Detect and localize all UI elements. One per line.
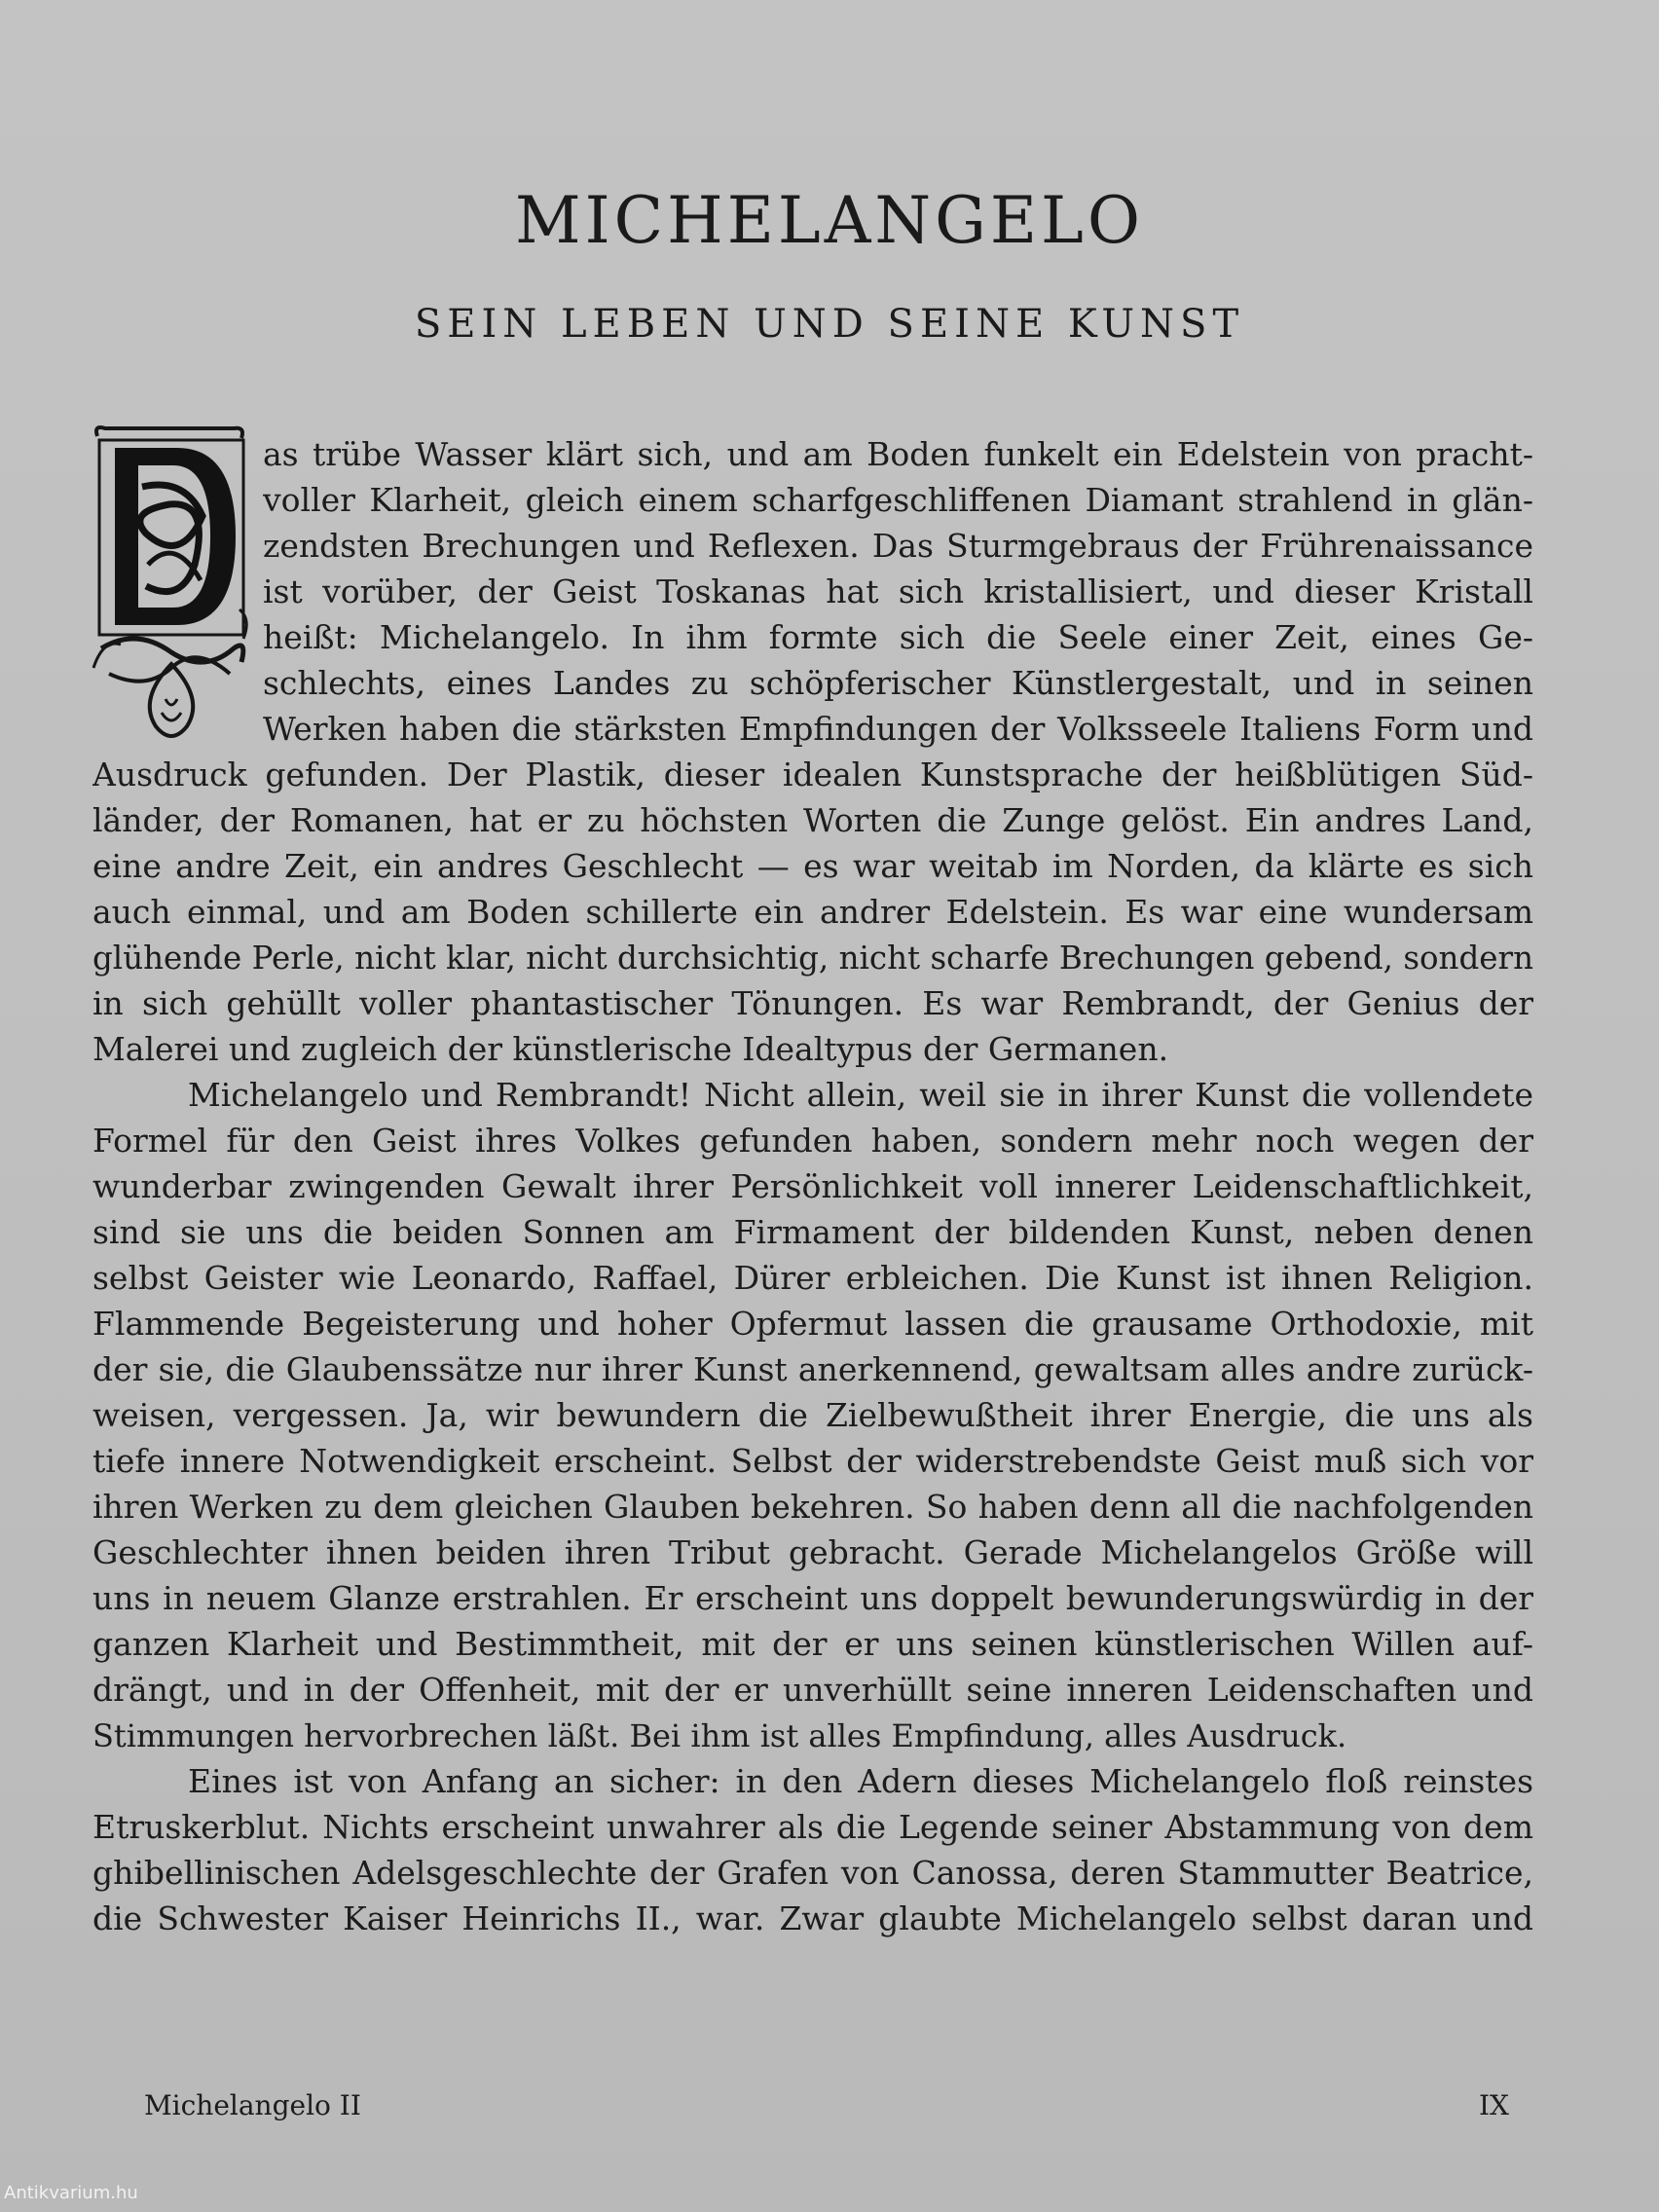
text-line: Stimmungen hervorbrechen läßt. Bei ihm ist alles Empfindung, alles Ausdruck.: [92, 1717, 1347, 1754]
text-line: Etruskerblut. Nichts erscheint unwahrer als die Legende seiner Abstammung von dem: [92, 1808, 1533, 1846]
text-line: Eines ist von Anfang an sicher: in den Adern dieses Michelangelo floß reinstes: [188, 1762, 1533, 1800]
text-line: tiefe innere Notwendigkeit erscheint. Selbst der widerstrebendste Geist muß sich vor: [92, 1442, 1533, 1480]
page-title: MICHELANGELO: [515, 183, 1144, 258]
text-line: sind sie uns die beiden Sonnen am Firmament der bildenden Kunst, neben denen: [92, 1213, 1533, 1251]
text-line: die Schwester Kaiser Heinrichs II., war. Zwar glaubte Michelangelo selbst daran und: [92, 1899, 1533, 1937]
text-line: Geschlechter ihnen beiden ihren Tribut gebracht. Gerade Michelangelos Größe will: [92, 1533, 1533, 1571]
text-line: der sie, die Glaubenssätze nur ihrer Kunst anerkennend, gewaltsam alles andre zurück-: [92, 1350, 1533, 1388]
text-line: wunderbar zwingenden Gewalt ihrer Persönlichkeit voll innerer Leidenschaftlichkeit,: [92, 1167, 1533, 1205]
page-number: IX: [1479, 2089, 1509, 2121]
text-line: Michelangelo und Rembrandt! Nicht allein, weil sie in ihrer Kunst die vollendete: [188, 1076, 1533, 1114]
text-line: schlechts, eines Landes zu schöpferischer Künstlergestalt, und in seinen: [263, 664, 1533, 702]
footer-book-title: Michelangelo II: [144, 2089, 361, 2121]
text-line: länder, der Romanen, hat er zu höchsten Worten die Zunge gelöst. Ein andres Land,: [92, 801, 1533, 839]
text-line: as trübe Wasser klärt sich, und am Boden funkelt ein Edelstein von pracht-: [263, 435, 1533, 473]
text-line: Flammende Begeisterung und hoher Opfermut lassen die grausame Orthodoxie, mit: [92, 1305, 1533, 1343]
text-line: eine andre Zeit, ein andres Geschlecht — es war weitab im Norden, da klärte es sich: [92, 847, 1533, 885]
text-line: drängt, und in der Offenheit, mit der er unverhüllt seine inneren Leidenschaften und: [92, 1671, 1533, 1709]
text-line: ghibellinischen Adelsgeschlechte der Grafen von Canossa, deren Stammutter Beatrice,: [92, 1854, 1533, 1892]
text-line: ist vorüber, der Geist Toskanas hat sich kristallisiert, und dieser Kristall: [263, 572, 1533, 610]
text-line: glühende Perle, nicht klar, nicht durchsichtig, nicht scharfe Brechungen gebend, sondern: [92, 940, 1533, 977]
text-line: auch einmal, und am Boden schillerte ein andrer Edelstein. Es war eine wundersam: [92, 893, 1533, 931]
text-line: zendsten Brechungen und Reflexen. Das Sturmgebraus der Frührenaissance: [263, 527, 1533, 565]
text-line: voller Klarheit, gleich einem scharfgeschliffenen Diamant strahlend in glän-: [263, 481, 1533, 519]
text-line: Formel für den Geist ihres Volkes gefunden haben, sondern mehr noch wegen der: [92, 1122, 1533, 1160]
text-line: weisen, vergessen. Ja, wir bewundern die Zielbewußtheit ihrer Energie, die uns als: [92, 1396, 1533, 1434]
text-line: ihren Werken zu dem gleichen Glauben bekehren. So haben denn all die nachfolgenden: [92, 1488, 1533, 1526]
text-line: ganzen Klarheit und Bestimmtheit, mit der er uns seinen künstlerischen Willen auf-: [92, 1625, 1533, 1663]
text-line: in sich gehüllt voller phantastischer Tönungen. Es war Rembrandt, der Genius der: [92, 984, 1533, 1022]
text-line: selbst Geister wie Leonardo, Raffael, Dürer erbleichen. Die Kunst ist ihnen Religion.: [92, 1259, 1533, 1297]
text-line: Ausdruck gefunden. Der Plastik, dieser idealen Kunstsprache der heißblütigen Süd-: [92, 756, 1533, 793]
text-line: Werken haben die stärksten Empfindungen der Volksseele Italiens Form und: [263, 710, 1533, 748]
text-line: uns in neuem Glanze erstrahlen. Er erscheint uns doppelt bewunderungswürdig in der: [92, 1579, 1533, 1617]
text-line: heißt: Michelangelo. In ihm formte sich die Seele einer Zeit, eines Ge-: [263, 618, 1533, 656]
watermark: Antikvarium.hu: [4, 2183, 138, 2203]
page-subtitle: SEIN LEBEN UND SEINE KUNST: [414, 302, 1245, 347]
text-line: Malerei und zugleich der künstlerische Idealtypus der Germanen.: [92, 1030, 1169, 1068]
